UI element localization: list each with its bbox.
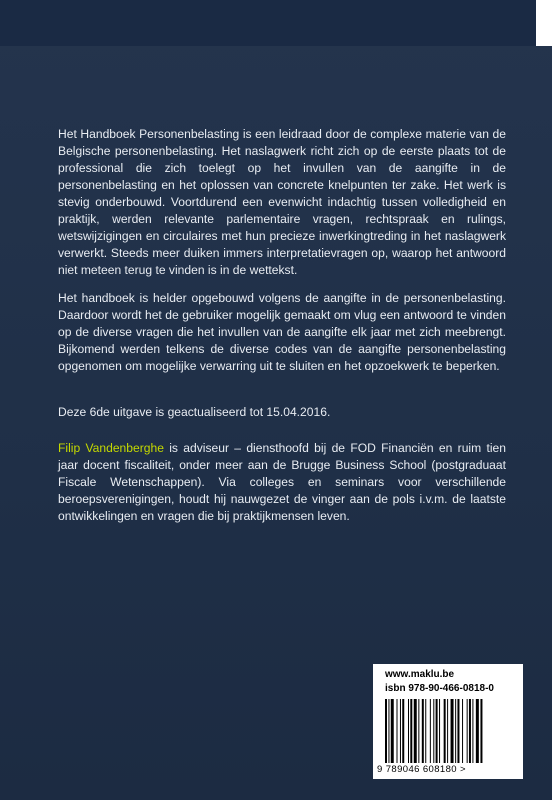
barcode-digits: 9 789046 608180 > [377, 764, 466, 775]
top-band [0, 0, 536, 46]
barcode-bars [385, 699, 511, 763]
barcode-box [373, 664, 523, 779]
isbn-label: isbn 978-90-466-0818-0 [385, 683, 494, 694]
spine-strip [536, 0, 552, 46]
author-bio-text: is adviseur – diensthoofd bij de FOD Financiën en ruim tien jaar docent fiscaliteit, onder meer aan de Brugge Business School (postgraduaat Fiscale Wetenschappen). Via colleges en seminars voor verschillende beroepsverenigingen, houdt hij nauwgezet de vinger aan de pols i.v.m. de laatste ontwikkelingen en vragen die bij praktijkmensen leven. [58, 441, 506, 523]
description-paragraph-2: Het handboek is helder opgebouwd volgens de aangifte in de personenbelasting. Daardoor wordt het de gebruiker mogelijk gemaakt om vlug een antwoord te vinden op de diverse vragen die het invullen van de aangifte elk jaar met zich meebrengt. Bijkomend werden telkens de diverse codes van de aangifte personenbelasting opgenomen om mogelijke verwarring uit te sluiten en het opzoekwerk te beperken. [58, 291, 506, 373]
description-paragraph-1: Het Handboek Personenbelasting is een leidraad door de complexe materie van de Belgische personenbelasting. Het naslagwerk richt zich op de eerste plaats tot de professional die zich toelegt op het invullen van de aangifte in de personenbelasting en het oplossen van concrete knelpunten ter zake. Het werk is stevig onderbouwd. Voortdurend een evenwicht indachtig tussen volledigheid en praktijk, werden relevante parlementaire vragen, rechtspraak en rulings, wetswijzigingen en circulaires met hun precieze inwerkingtreding in het naslagwerk verwerkt. Steeds meer duiken immers interpretatievragen op, waarop het antwoord niet meteen terug te vinden is in de wettekst. [58, 127, 506, 277]
author-bio [58, 440, 506, 525]
publisher-url: www.maklu.be [385, 669, 455, 680]
author-name: Filip Vandenberghe [58, 441, 164, 455]
edition-note: Deze 6de uitgave is geactualiseerd tot 15.04.2016. [58, 405, 331, 419]
